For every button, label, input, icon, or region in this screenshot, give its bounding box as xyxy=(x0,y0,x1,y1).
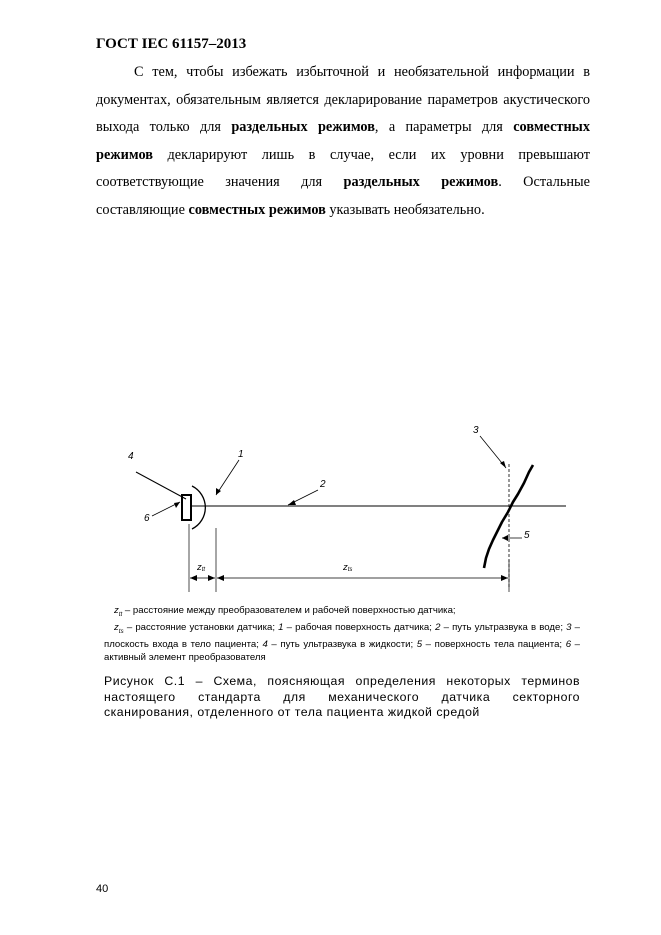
label-3: 3 xyxy=(473,425,479,436)
label-6: 6 xyxy=(144,513,150,524)
label-2: 2 xyxy=(320,479,326,490)
figure-legend: $z_{tt}$ – расстояние между преобразователем и рабочей поверхностью датчика; $z_{ts}$ – расстояние установки датчика; 1 – рабочая поверхность датчика; 2 – путь ультразвука в воде; 3 – плоскость входа в тело пациента; 4 – путь ультразвука в жидкости; 5 – поверхность тела пациента; 6 – активный элемент преобразователя xyxy=(104,605,580,663)
leader-6 xyxy=(152,502,180,516)
label-5: 5 xyxy=(524,530,530,541)
leader-3 xyxy=(480,436,506,468)
dimension-ztt-label: ztt xyxy=(197,562,206,573)
leader-1 xyxy=(216,460,239,495)
liquid-path-line xyxy=(136,472,186,499)
standard-header: ГОСТ IEC 61157–2013 xyxy=(96,36,247,52)
active-element xyxy=(182,495,191,520)
working-surface-arc xyxy=(192,486,205,529)
leader-2 xyxy=(288,490,318,505)
page-number: 40 xyxy=(96,883,109,895)
figure-caption: Рисунок С.1 – Схема, поясняющая определения некоторых терминов настоящего стандарта для механического датчика секторного сканирования, отделенного от тела пациента жидкой средой xyxy=(104,674,580,719)
dimension-zts-label: zts xyxy=(343,562,353,573)
body-surface-curve xyxy=(484,465,533,568)
body-paragraph: С тем, чтобы избежать избыточной и необязательной информации в документах, обязательным является декларирование параметров акустического выхода только для раздельных режимов, а параметры для совместных режимов декларируют лишь в случае, если их уровни превышают соответствующие значения для раздельных режимов. Остальные составляющие совместных режимов указывать необязательно. xyxy=(96,64,590,218)
label-1: 1 xyxy=(238,449,244,460)
label-4: 4 xyxy=(128,451,134,462)
